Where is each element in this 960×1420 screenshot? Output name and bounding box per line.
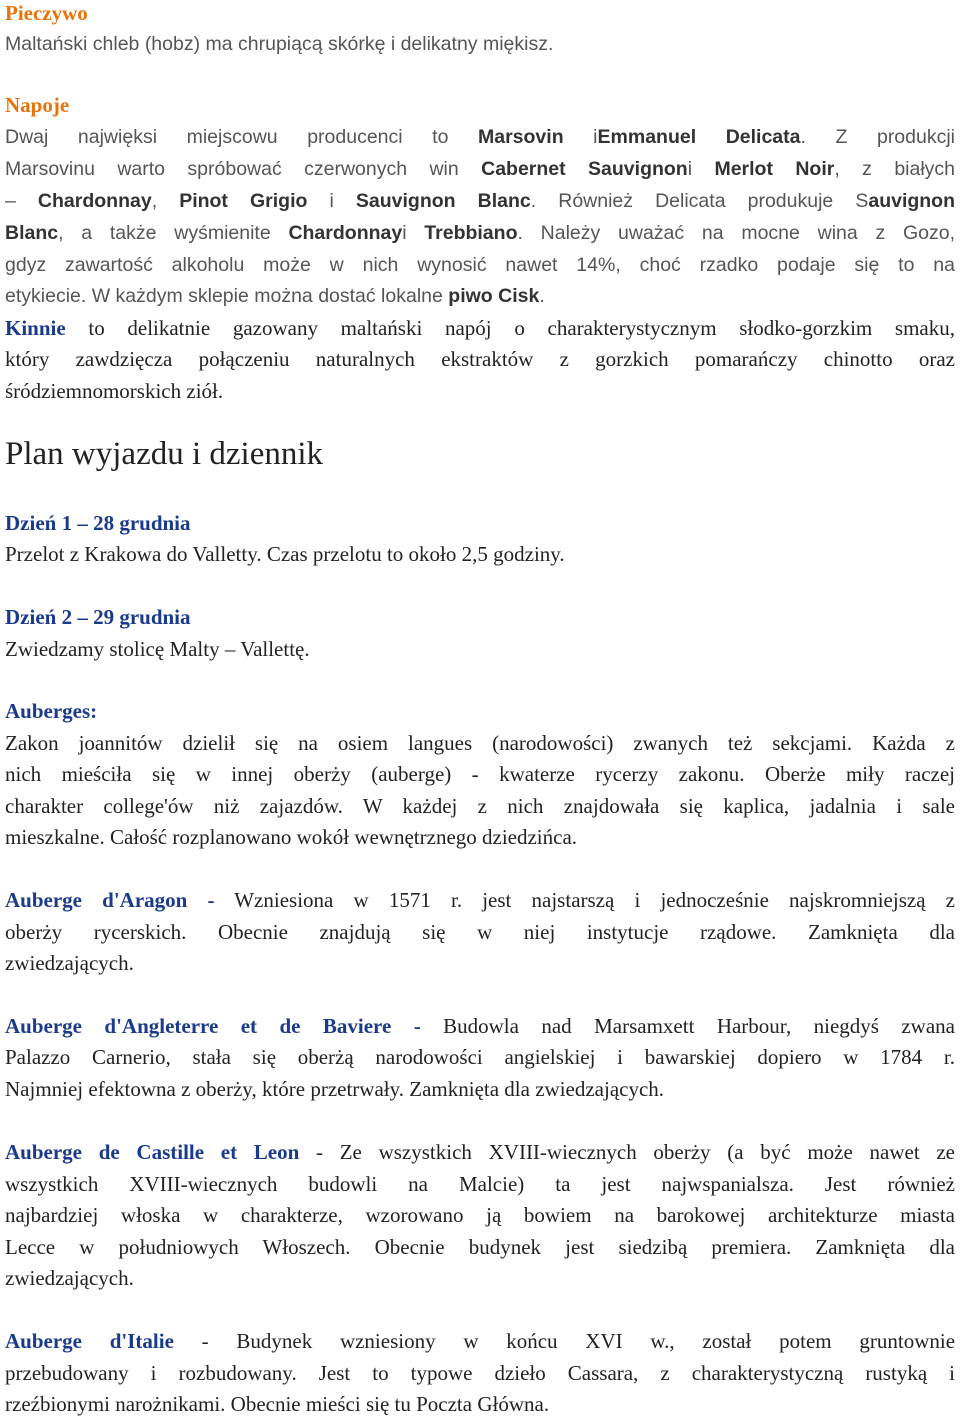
plan-title: Plan wyjazdu i dziennik — [5, 436, 324, 472]
angleterre-line-2: Palazzo Carnerio, stała się oberżą narodowości angielskiej i bawarskiej dopiero w 1784 r. — [5, 1045, 955, 1069]
day1-title: Dzień 1 – 28 grudnia — [5, 511, 191, 535]
kinnie-line-1: Kinnie to delikatnie gazowany maltański napój o charakterystycznym słodko-gorzkim smaku, — [5, 316, 955, 340]
drinks-line-5: gdyz zawartość alkoholu może w nich wynosić nawet 14%, choć rzadko podaje się to na — [5, 254, 955, 276]
day1-text: Przelot z Krakowa do Valletty. Czas przelotu to około 2,5 godziny. — [5, 542, 565, 566]
drinks-line-4: Blanc, a także wyśmienite Chardonnayi Trebbiano. Należy uważać na mocne wina z Gozo, — [5, 222, 955, 244]
aragon-line-3: zwiedzających. — [5, 951, 134, 975]
drinks-line-1: Dwaj najwięksi miejscowu producenci to Marsovin iEmmanuel Delicata. Z produkcji — [5, 126, 956, 148]
castille-line-2: wszystkich XVIII-wiecznych budowli na Malcie) ta jest najwspanialsza. Jest również — [5, 1172, 955, 1196]
bread-text: Maltański chleb (hobz) ma chrupiącą skórkę i delikatny miękisz. — [5, 33, 554, 55]
auberges-line-3: charakter college'ów niż zajazdów. W każdej z nich znajdowała się kaplica, jadalnia i sale — [5, 794, 955, 818]
auberges-line-2: nich mieściła się w innej oberży (auberge) - kwaterze rycerzy zakonu. Oberże miły raczej — [5, 762, 955, 786]
castille-line-3: najbardziej włoska w charakterze, wzorowano ją bowiem na barokowej architekturze miasta — [5, 1203, 955, 1227]
kinnie-line-3: śródziemnomorskich ziół. — [5, 379, 224, 403]
aragon-line-2: oberży rycerskich. Obecnie znajdują się w niej instytucje rządowe. Zamknięta dla — [5, 920, 955, 944]
auberges-line-4: mieszkalne. Całość rozplanowano wokół wewnętrznego dziedzińca. — [5, 825, 578, 849]
drinks-line-6: etykiecie. W każdym sklepie można dostać lokalne piwo Cisk. — [5, 285, 545, 307]
bread-heading: Pieczywo — [5, 1, 88, 25]
day2-title: Dzień 2 – 29 grudnia — [5, 605, 191, 629]
angleterre-line-3: Najmniej efektowna z oberży, które przetrwały. Zamknięta dla zwiedzających. — [5, 1077, 665, 1101]
italie-line-2: przebudowany i rozbudowany. Jest to typowe dzieło Cassara, z charakterystyczną rustyką i — [5, 1361, 955, 1385]
angleterre-line-1: Auberge d'Angleterre et de Baviere - Budowla nad Marsamxett Harbour, niegdyś zwana — [5, 1014, 955, 1038]
drinks-heading: Napoje — [5, 93, 70, 117]
drinks-line-2: Marsovinu warto spróbować czerwonych win Cabernet Sauvignoni Merlot Noir, z białych — [5, 158, 956, 180]
castille-line-5: zwiedzających. — [5, 1266, 134, 1290]
auberges-line-1: Zakon joannitów dzielił się na osiem langues (narodowości) zwanych też sekcjami. Każda z — [5, 731, 955, 755]
italie-line-1: Auberge d'Italie - Budynek wzniesiony w końcu XVI w., został potem gruntownie — [5, 1329, 956, 1353]
drinks-line-3: – Chardonnay, Pinot Grigio i Sauvignon Blanc. Również Delicata produkuje Sauvignon — [5, 190, 956, 212]
kinnie-line-2: który zawdzięcza połączeniu naturalnych ekstraktów z gorzkich pomarańczy chinotto oraz — [5, 347, 955, 371]
auberges-title: Auberges: — [5, 699, 98, 723]
castille-line-1: Auberge de Castille et Leon - Ze wszystkich XVIII-wiecznych oberży (a być może nawet ze — [5, 1140, 955, 1164]
castille-line-4: Lecce w południowych Włoszech. Obecnie budynek jest siedzibą premiera. Zamknięta dla — [5, 1235, 955, 1259]
aragon-line-1: Auberge d'Aragon - Wzniesiona w 1571 r. jest najstarszą i jednocześnie najskromniejszą z — [5, 888, 955, 912]
italie-line-3: rzeźbionymi narożnikami. Obecnie mieści się tu Poczta Główna. — [5, 1392, 550, 1416]
day2-text: Zwiedzamy stolicę Malty – Vallettę. — [5, 637, 310, 661]
